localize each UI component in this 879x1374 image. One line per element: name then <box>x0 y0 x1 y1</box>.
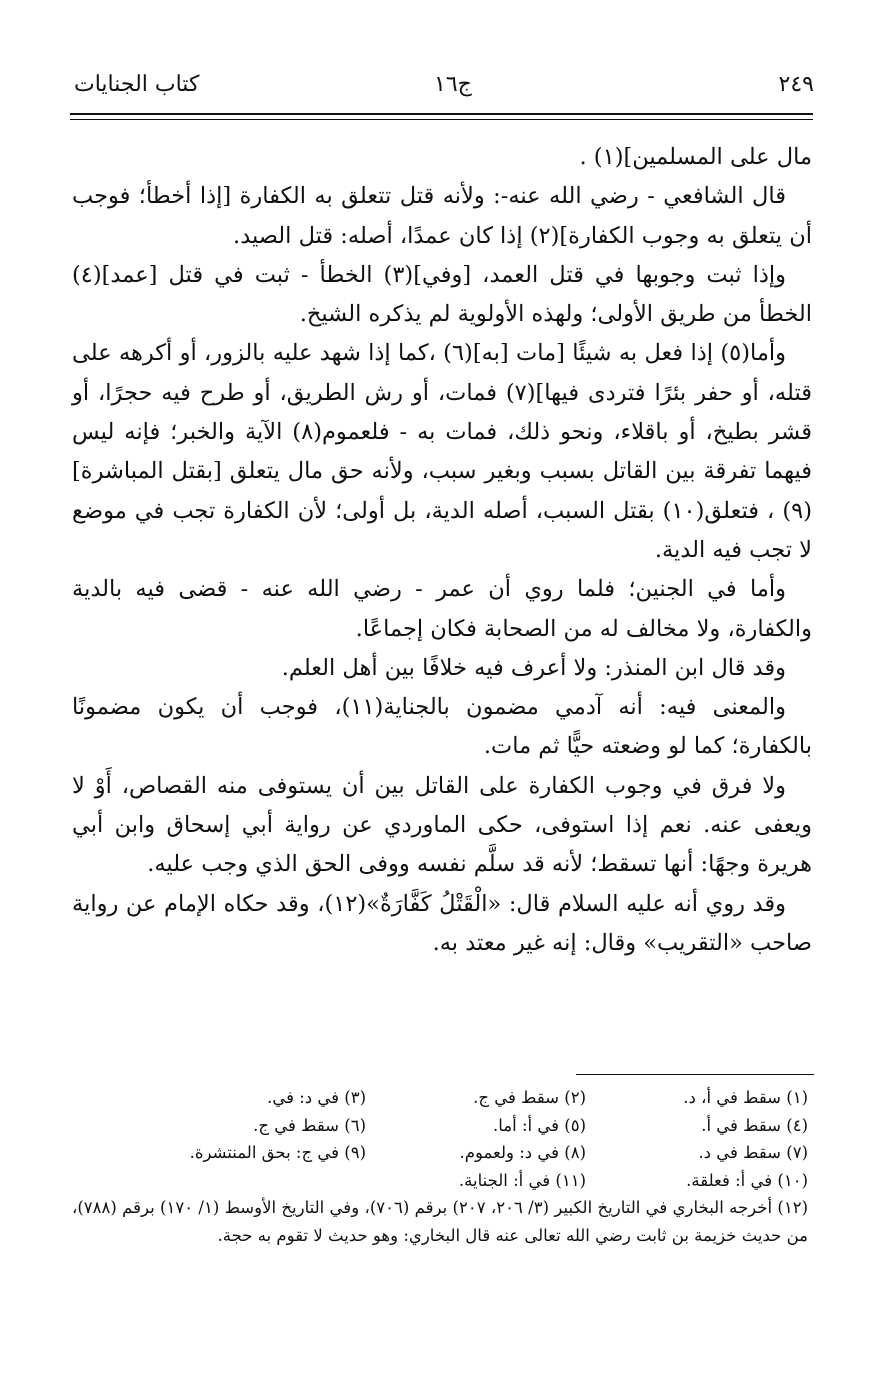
paragraph: وأما في الجنين؛ فلما روي أن عمر - رضي الله عنه - قضى فيه بالدية والكفارة، ولا مخالف له من الصحابة فكان إجماعًا. <box>72 576 812 642</box>
footnote-row <box>72 1167 812 1195</box>
footnotes <box>72 1084 812 1249</box>
footnote-10: (١٠) في أ: فعلقة. <box>686 1170 808 1190</box>
paragraph: والمعنى فيه: أنه آدمي مضمون بالجناية(١١)، فوجب أن يكون مضمونًا بالكفارة؛ كما لو وضعته حيًّا ثم مات. <box>72 694 812 760</box>
paragraph: وأما(٥) إذا فعل به شيئًا [مات [به](٦) ،كما إذا شهد عليه بالزور، أو أكرهه على قتله، أو حفر بئرًا فتردى فيها](٧) فمات، أو رش الطريق، أو طرح فيه حجرًا، أو قشر بطيخ، أو باقلاء، ونحو ذلك، فمات به - فلعموم(٨) الآية والخبر؛ فإنه ليس فيهما تفرقة بين القاتل بسبب وبغير سبب، ولأنه حق مال يتعلق [بقتل المباشرة](٩) ، فتعلق(١٠) بقتل السبب، أصله الدية، بل أولى؛ لأن الكفارة تجب في موضع لا تجب فيه الدية. <box>72 340 812 563</box>
footnote-row <box>72 1139 812 1167</box>
footnote-8: (٨) في د: ولعموم. <box>459 1143 586 1162</box>
header-rule-thick <box>70 113 813 115</box>
paragraph: وإذا ثبت وجوبها في قتل العمد، [وفي](٣) الخطأ - ثبت في قتل [عمد](٤) الخطأ من طريق الأولى؛ ولهذه الأولوية لم يذكره الشيخ. <box>72 261 812 328</box>
footnote-2: (٢) سقط في ج. <box>473 1088 586 1107</box>
page-number: ٢٤٩ <box>778 72 814 97</box>
paragraph: وقد روي أنه عليه السلام قال: «الْقَتْلُ كَفَّارَةٌ»(١٢)، وقد حكاه الإمام عن رواية صاحب «التقريب» وقال: إنه غير معتد به. <box>72 890 812 956</box>
footnote-11: (١١) في أ: الجناية. <box>458 1170 586 1190</box>
footnote-4: (٤) سقط في أ. <box>701 1115 808 1135</box>
footnote-row <box>72 1112 812 1140</box>
paragraph: قال الشافعي - رضي الله عنه-: ولأنه قتل تتعلق به الكفارة [إذا أخطأ؛ فوجب أن يتعلق به وجوب الكفارة](٢) إذا كان عمدًا، أصله: قتل الصيد. <box>72 183 812 249</box>
footnote-7: (٧) سقط في د. <box>698 1143 808 1162</box>
footnote-12: (١٢) أخرجه البخاري في التاريخ الكبير (٣/ ٢٠٦، ٢٠٧) برقم (٧٠٦)، وفي التاريخ الأوسط (١/ ١٧٠) برقم (٧٨٨)، من حديث خزيمة بن ثابت رضي الله تعالى عنه قال البخاري: وهو حديث لا تقوم به حجة. <box>72 1198 808 1245</box>
footnote-3: (٣) في د: في. <box>267 1088 366 1107</box>
main-text <box>72 138 812 963</box>
volume-label: ج١٦ <box>434 72 472 97</box>
paragraph: وقد قال ابن المنذر: ولا أعرف فيه خلافًا بين أهل العلم. <box>281 654 786 681</box>
paragraph: ولا فرق في وجوب الكفارة على القاتل بين أن يستوفى منه القصاص، أَوْ لا ويعفى عنه. نعم إذا استوفى، حكى الماوردي عن رواية أبي إسحاق وابن أبي هريرة وجهًا: أنها تسقط؛ لأنه قد سلَّم نفسه ووفى الحق الذي وجب عليه. <box>72 772 812 878</box>
running-header <box>74 66 814 106</box>
paragraph: مال على المسلمين](١) . <box>579 144 812 170</box>
footnote-separator <box>576 1074 814 1075</box>
footnote-row <box>72 1084 812 1112</box>
book-title: كتاب الجنايات <box>74 72 200 97</box>
footnote-9: (٩) في ج: بحق المنتشرة. <box>189 1143 366 1162</box>
footnote-6: (٦) سقط في ج. <box>253 1115 366 1135</box>
footnote-1: (١) سقط في أ، د. <box>683 1088 808 1107</box>
header-rule-thin <box>70 119 813 120</box>
footnote-5: (٥) في أ: أما. <box>493 1115 586 1135</box>
